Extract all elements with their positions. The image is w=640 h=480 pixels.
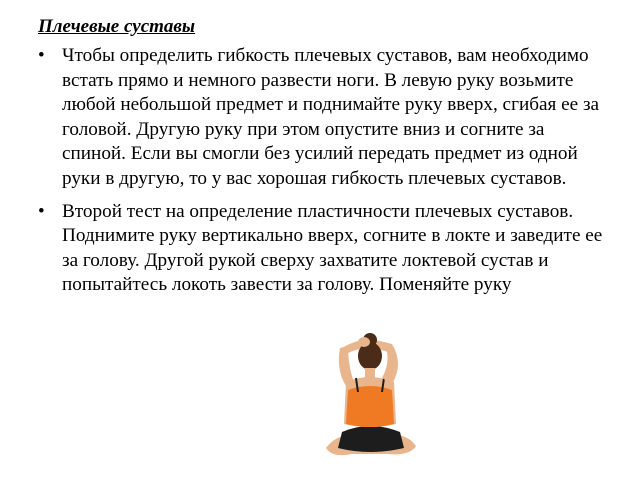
bullet-list (38, 44, 603, 306)
slide-title: Плечевые суставы (38, 16, 196, 37)
bullet-item (38, 200, 603, 298)
bullet-dot-icon: • (38, 45, 45, 66)
top (346, 386, 394, 427)
bullet-item (38, 44, 603, 192)
bullet-dot-icon: • (38, 200, 45, 222)
bullet-text: Чтобы определить гибкость плечевых суставов, вам необходимо встать прямо и немного развести ноги. В левую руку возьмите любой небольшой предмет и поднимайте руку вверх, сгибая ее за головой. Другую руку при этом опустите вниз и согните за спиной. Если вы смогли без усилий передать предмет из одной руки в другую, то у вас хорошая гибкость плечевых суставов. (62, 45, 600, 189)
woman-shoulder-stretch-image (318, 320, 422, 460)
shorts (338, 426, 404, 452)
bullet-text: Второй тест на определение пластичности плечевых суставов. Поднимите руку вертикально вверх, согните в локте и заведите ее за голову. Другой рукой сверху захватите локтевой сустав и попытайтесь локоть завести за голову. Поменяйте руку (62, 200, 603, 296)
